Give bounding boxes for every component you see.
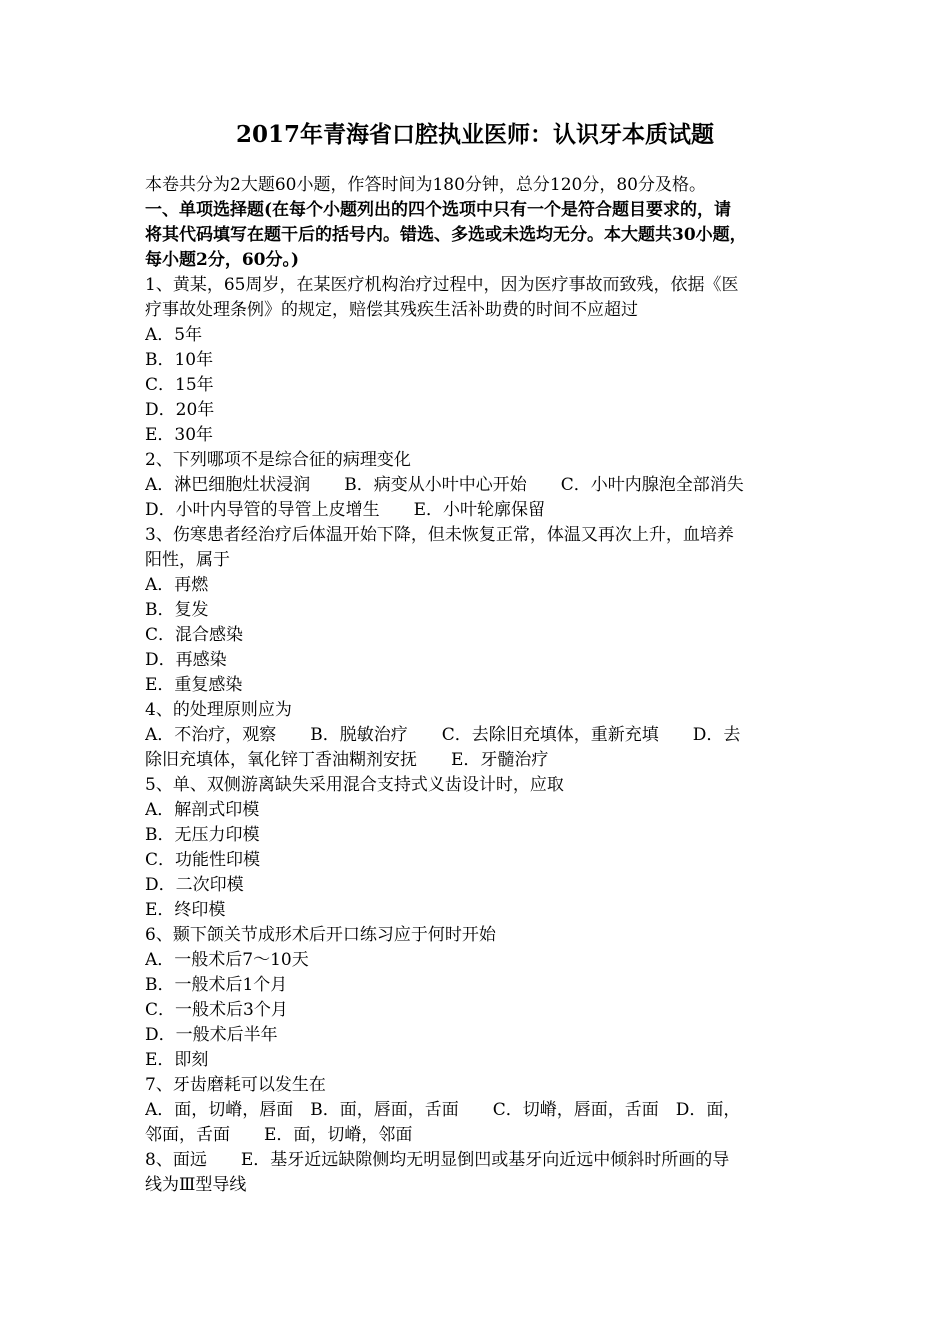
answer-options-inline: 除旧充填体，氧化锌丁香油糊剂安抚 E．牙髓治疗 (145, 750, 549, 770)
exam-intro: 本卷共分为2大题60小题，作答时间为180分钟，总分120分，80分及格。 (145, 175, 706, 195)
answer-option: E．30年 (145, 425, 214, 445)
answer-option: A．再燃 (145, 575, 209, 595)
answer-option: B．一般术后1个月 (145, 975, 288, 995)
section-heading-line: 一、单项选择题(在每个小题列出的四个选项中只有一个是符合题目要求的，请 (145, 200, 732, 220)
question-text: 8、面远 E．基牙近远缺隙侧均无明显倒凹或基牙向近远中倾斜时所画的导 (145, 1150, 730, 1170)
question-text: 2、下列哪项不是综合征的病理变化 (145, 450, 411, 470)
question-text: 3、伤寒患者经治疗后体温开始下降，但未恢复正常，体温又再次上升，血培养 (145, 525, 734, 545)
answer-options-inline: A．不治疗，观察 B．脱敏治疗 C．去除旧充填体，重新充填 D．去 (145, 725, 741, 745)
document-title: 2017年青海省口腔执业医师：认识牙本质试题 (235, 121, 714, 148)
answer-option: B．复发 (145, 600, 209, 620)
answer-option: B．无压力印模 (145, 825, 260, 845)
answer-options-inline: 邻面，舌面 E．面，切嵴，邻面 (145, 1125, 413, 1145)
answer-options-inline: A．淋巴细胞灶状浸润 B．病变从小叶中心开始 C．小叶内腺泡全部消失 (145, 475, 744, 495)
question-text: 1、黄某，65周岁，在某医疗机构治疗过程中，因为医疗事故而致残，依据《医 (145, 275, 739, 295)
answer-option: C．15年 (145, 375, 214, 395)
answer-option: D．20年 (145, 400, 215, 420)
answer-option: E．终印模 (145, 900, 226, 920)
answer-option: C．功能性印模 (145, 850, 261, 870)
answer-option: B．10年 (145, 350, 214, 370)
answer-option: E．重复感染 (145, 675, 243, 695)
answer-option: C．一般术后3个月 (145, 1000, 288, 1020)
answer-option: D．二次印模 (145, 875, 244, 895)
question-text: 阳性，属于 (145, 550, 230, 570)
section-heading-line: 每小题2分，60分。) (145, 250, 300, 270)
question-text: 4、的处理原则应为 (145, 700, 292, 720)
answer-options-inline: A．面，切嵴，唇面 B．面，唇面，舌面 C．切嵴，唇面，舌面 D．面， (145, 1100, 741, 1120)
answer-option: D．再感染 (145, 650, 227, 670)
question-text: 7、牙齿磨耗可以发生在 (145, 1075, 326, 1095)
answer-option: C．混合感染 (145, 625, 244, 645)
answer-option: D．一般术后半年 (145, 1025, 278, 1045)
answer-options-inline: D．小叶内导管的导管上皮增生 E．小叶轮廓保留 (145, 500, 546, 520)
answer-option: A．解剖式印模 (145, 800, 260, 820)
answer-option: A．5年 (145, 325, 203, 345)
answer-option: E．即刻 (145, 1050, 209, 1070)
question-text: 疗事故处理条例》的规定，赔偿其残疾生活补助费的时间不应超过 (145, 300, 638, 320)
question-text: 5、单、双侧游离缺失采用混合支持式义齿设计时，应取 (145, 775, 564, 795)
section-heading-line: 将其代码填写在题干后的括号内。错选、多选或未选均无分。本大题共30小题， (145, 225, 747, 245)
document-body (145, 173, 812, 1198)
question-text: 线为Ⅲ型导线 (145, 1175, 247, 1195)
question-text: 6、颞下颌关节成形术后开口练习应于何时开始 (145, 925, 496, 945)
answer-option: A．一般术后7～10天 (145, 950, 309, 970)
